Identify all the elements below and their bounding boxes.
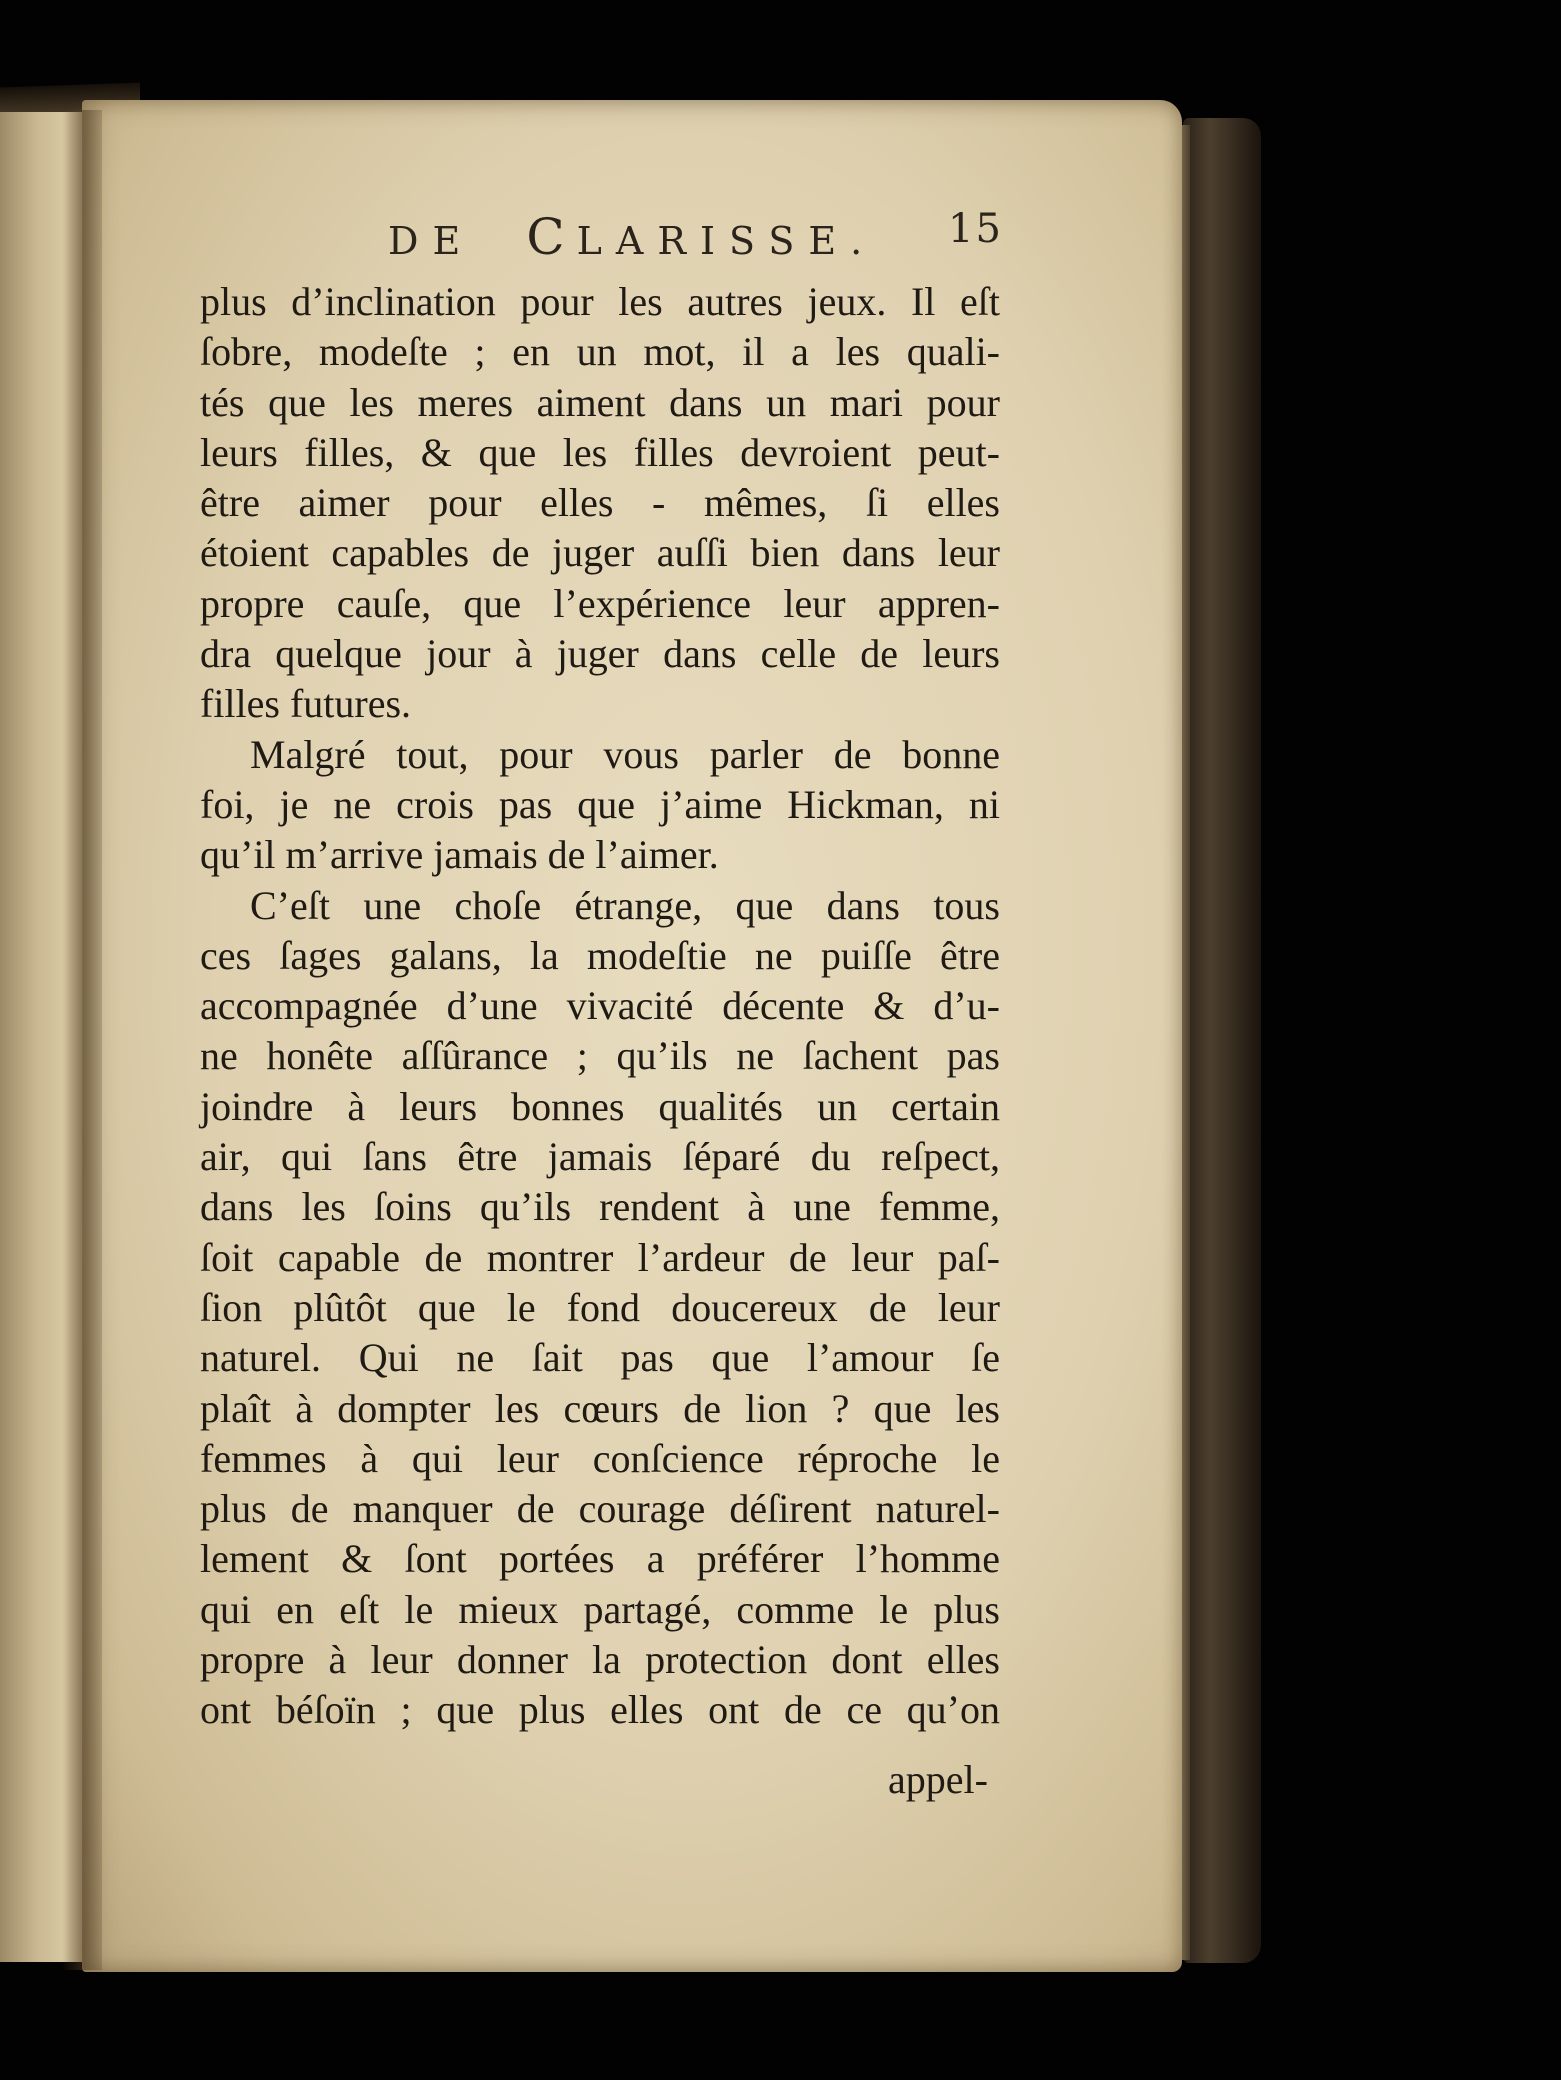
text-line: ſobre, modeſte ; en un mot, il a les quali- [200,329,1000,375]
body-text [200,277,1000,1736]
text-line: accompagnée d’une vivacité décente & d’u- [200,983,1000,1029]
text-line: leurs filles, & que les filles devroient peut- [200,429,1000,475]
running-head-title-cap: C [526,208,577,266]
running-head-title-rest: LARISSE. [576,219,877,263]
text-line: joindre à leurs bonnes qualités un certain [200,1083,1000,1129]
text-line: ne honête aſſûrance ; qu’ils ne ſachent pas [200,1033,1000,1079]
text-line: Malgré tout, pour vous parler de bonne [250,731,1000,777]
text-line: être aimer pour elles - mêmes, ſi elles [200,480,1000,526]
text-line: foi, je ne crois pas que j’aime Hickman, ni [200,781,1000,827]
text-line: plaît à dompter les cœurs de lion ? que les [200,1385,1000,1431]
book-cover-edge [1183,118,1261,1963]
text-line: qu’il m’arrive jamais de l’aimer. [200,832,719,878]
text-line: C’eſt une choſe étrange, que dans tous [250,882,1000,928]
text-line: dans les ſoins qu’ils rendent à une femme, [200,1184,1000,1230]
catchword: appel- [888,1757,988,1802]
text-line: filles futures. [200,681,412,727]
text-line: tés que les meres aiment dans un mari pour [200,379,1000,425]
text-line: naturel. Qui ne ſait pas que l’amour ſe [200,1335,1000,1381]
text-line: plus d’inclination pour les autres jeux. Il eſt [200,279,1000,324]
text-line: dra quelque jour à juger dans celle de leurs [200,631,1000,677]
gutter-shadow [62,110,102,1970]
text-line: ces ſages galans, la modeſtie ne puiſſe être [200,932,1000,978]
text-line: ſoit capable de montrer l’ardeur de leur paſ- [200,1234,1000,1280]
page-number: 15 [948,206,1003,252]
running-head-prefix: DE [388,219,475,263]
text-line: étoient capables de juger auſſi bien dans leur [200,530,1000,576]
text-line: ont béſoïn ; que plus elles ont de ce qu’on [200,1687,1000,1733]
text-line: ſion plûtôt que le fond doucereux de leur [200,1284,1000,1330]
text-line: lement & ſont portées a préférer l’homme [200,1536,1000,1582]
text-line: air, qui ſans être jamais ſéparé du reſpect, [200,1134,1000,1180]
text-line: propre à leur donner la protection dont elles [200,1637,1000,1683]
text-line: propre cauſe, que l’expérience leur appren- [200,580,1000,626]
text-line: femmes à qui leur conſcience réproche le [200,1435,1000,1481]
running-head [388,208,877,266]
text-line: qui en eſt le mieux partagé, comme le plus [200,1586,1000,1632]
text-line: plus de manquer de courage déſirent naturel- [200,1486,1000,1532]
